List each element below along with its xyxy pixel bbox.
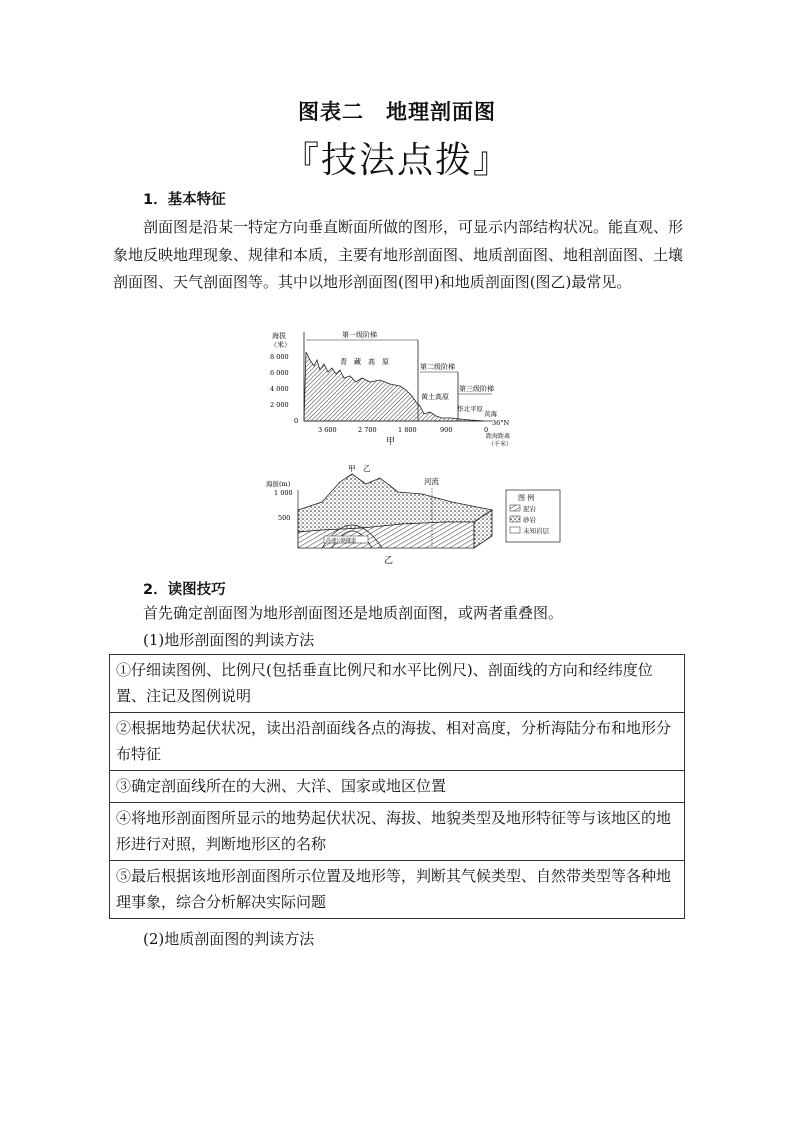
section2-sub2: (2)地质剖面图的判读方法 xyxy=(143,930,315,948)
yi-ytick: 1 000 xyxy=(274,489,293,497)
jia-ylabel-unit: （米） xyxy=(270,341,291,349)
figure-geologic-profile xyxy=(262,462,564,568)
jia-ytick: 2 000 xyxy=(270,401,289,409)
jia-xlabel-unit: （千米） xyxy=(488,441,513,448)
jia-region-huabei: 华北平原 xyxy=(457,405,483,413)
jia-xtick: 0 xyxy=(484,426,489,434)
jia-ytick: 4 000 xyxy=(270,385,289,393)
yi-legend-item: 未知岩层 xyxy=(523,527,549,535)
page-title: 图表二 地理剖面图 xyxy=(298,100,496,124)
jia-xtick: 3 600 xyxy=(318,426,337,434)
jia-sea-label: 黄海 xyxy=(484,410,497,418)
jia-ytick: 0 xyxy=(294,417,299,425)
table-row xyxy=(110,655,685,713)
table-cell: ⑤最后根据该地形剖面图所示位置及地形等，判断其气候类型、自然带类型等各种地理事象，综合分析解决实际问题 xyxy=(110,861,685,919)
jia-xtick: 900 xyxy=(440,426,453,434)
jia-xtick: 1 800 xyxy=(398,426,417,434)
section1-heading: 1．基本特征 xyxy=(143,192,226,208)
table-row xyxy=(110,771,685,803)
reading-steps-table xyxy=(109,654,685,919)
yi-peak-labels: 甲 乙 xyxy=(348,464,371,473)
section2-heading: 2．读图技巧 xyxy=(143,582,226,598)
jia-caption: 甲 xyxy=(386,437,396,447)
jia-ytick: 8 000 xyxy=(270,353,289,361)
table-cell: ①仔细读图例、比例尺(包括垂直比例尺和水平比例尺)、剖面线的方向和经纬度位置、注记及图例说明 xyxy=(110,655,685,713)
section1-paragraph: 剖面图是沿某一特定方向垂直断面所做的图形，可显示内部结构状况。能直观、形象地反映地理现象、规律和本质，主要有地形剖面图、地质剖面图、地租剖面图、土壤剖面图、天气剖面图等。其中以地形剖面图(图甲)和地质剖面图(图乙)最常见。 xyxy=(113,218,684,291)
table-cell: ②根据地势起伏状况，读出沿剖面线各点的海拔、相对高度，分析海陆分布和地形分布特征 xyxy=(110,713,685,771)
jia-xtick: 2 700 xyxy=(358,426,377,434)
section2-sub1: (1)地形剖面图的判读方法 xyxy=(143,631,315,649)
yi-ylabel: 海拔(m) xyxy=(266,480,291,488)
table-cell: ④将地形剖面图所显示的地势起伏状况、海拔、地貌类型及地形特征等与该地区的地形进行对照，判断地形区的名称 xyxy=(110,803,685,861)
section-banner: 『技法点拨』 xyxy=(282,140,511,181)
table-row xyxy=(110,713,685,771)
jia-step3-label: 第三级阶梯 xyxy=(459,385,494,393)
jia-ylabel: 海拔 xyxy=(272,332,286,340)
table-row xyxy=(110,803,685,861)
yi-legend-item: 泥岩 xyxy=(523,505,536,513)
yi-legend-title: 图 例 xyxy=(518,494,535,502)
table-cell: ③确定剖面线所在的大洲、大洋、国家或地区位置 xyxy=(110,771,685,803)
jia-xlabel: 距海距离 xyxy=(486,433,511,440)
yi-ytick: 500 xyxy=(278,514,291,522)
jia-step2-label: 第二级阶梯 xyxy=(420,363,455,371)
jia-ytick: 6 000 xyxy=(270,369,289,377)
figure-terrain-profile xyxy=(270,326,528,450)
jia-region-huangtu: 黄土高原 xyxy=(421,393,449,401)
yi-legend-item: 砂岩 xyxy=(523,516,536,524)
yi-base-label: 高速公路隧道 xyxy=(326,538,357,544)
jia-latitude-label: 36°N xyxy=(492,419,510,427)
yi-river-label: 河流 xyxy=(424,477,439,486)
jia-region-qingzang: 青 藏 高 原 xyxy=(340,358,389,366)
table-row xyxy=(110,861,685,919)
jia-step1-label: 第一级阶梯 xyxy=(342,331,377,339)
section2-intro: 首先确定剖面图为地形剖面图还是地质剖面图，或两者重叠图。 xyxy=(143,604,564,622)
yi-caption: 乙 xyxy=(384,556,394,566)
